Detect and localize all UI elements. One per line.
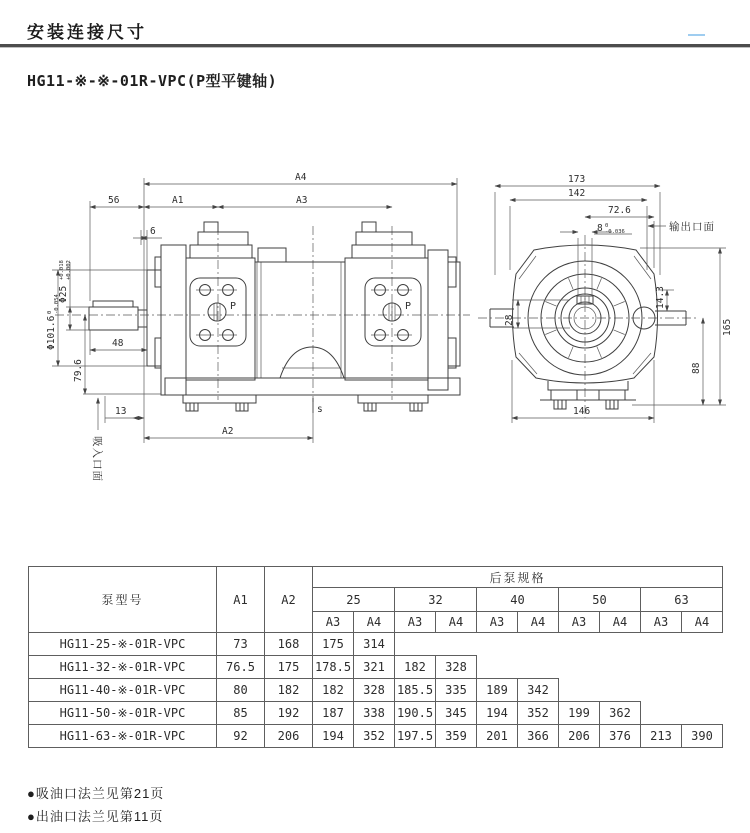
note-suction-flange: ●吸油口法兰见第21页 — [27, 786, 165, 801]
dim-key-width — [597, 223, 625, 235]
end-view — [478, 174, 733, 423]
model-cell: HG11-32-※-01R-VPC — [29, 656, 217, 679]
rear-port-icon — [383, 303, 401, 321]
svg-text:吸入口面: 吸入口面 — [91, 436, 103, 482]
rear-pump-body — [345, 222, 428, 380]
shaft — [89, 301, 147, 330]
model-cell: HG11-63-※-01R-VPC — [29, 725, 217, 748]
dim-173: 173 — [568, 174, 586, 185]
side-view — [46, 172, 470, 482]
outlet-face-label: 输出口面 — [669, 221, 715, 233]
svg-text:Φ25: Φ25 — [58, 285, 69, 303]
dim-a2: A2 — [222, 426, 234, 437]
dim-a4: A4 — [295, 172, 307, 183]
sub-header-row: A3 A4 A3 A4 A3 A4 A3 A4 A3 A4 — [29, 612, 723, 633]
svg-text:88: 88 — [691, 362, 702, 374]
col-header-model: 泵型号 — [29, 567, 217, 633]
svg-text:8: 8 — [597, 223, 603, 234]
footnotes — [27, 782, 164, 828]
dim-165 — [722, 319, 733, 336]
table-row: HG11-50-※-01R-VPC 85 192 187 338 190.5 345 194 352 199 362 — [29, 702, 723, 725]
model-subtitle: HG11-※-※-01R-VPC(P型平键轴) — [27, 72, 278, 90]
model-cell: HG11-50-※-01R-VPC — [29, 702, 217, 725]
size-40: 40 — [477, 588, 559, 612]
rear-port-label: P — [405, 301, 412, 312]
end-view-feet — [540, 381, 636, 409]
dim-72-6: 72.6 — [608, 205, 631, 216]
dim-56: 56 — [108, 195, 120, 206]
svg-text:-0.054: -0.054 — [54, 294, 60, 314]
col-header-a2: A2 — [265, 567, 313, 633]
svg-text:28: 28 — [504, 314, 515, 326]
dim-88 — [691, 362, 702, 374]
table-row: HG11-25-※-01R-VPC 73 168 175 314 — [29, 633, 723, 656]
size-25: 25 — [313, 588, 395, 612]
dim-14-3 — [655, 286, 666, 309]
dim-146: 146 — [573, 406, 591, 417]
table-row: HG11-32-※-01R-VPC 76.5 175 178.5 321 182 328 — [29, 656, 723, 679]
middle-connector — [255, 248, 345, 378]
scan-blue-mark — [688, 34, 705, 36]
side-view-dimensions — [46, 172, 457, 482]
end-view-dimensions — [495, 174, 733, 423]
dim-a3: A3 — [296, 195, 308, 206]
note-outlet-flange: ●出油口法兰见第11页 — [27, 809, 164, 824]
svg-text:14.3: 14.3 — [655, 286, 666, 309]
spec-table — [28, 566, 723, 748]
svg-text:165: 165 — [722, 318, 733, 336]
dim-28 — [504, 314, 515, 326]
col-header-a1: A1 — [217, 567, 265, 633]
svg-text:+0.002: +0.002 — [66, 260, 72, 280]
svg-text:0: 0 — [47, 310, 53, 314]
page-title: 安装连接尺寸 — [27, 23, 147, 42]
front-port-icon — [208, 303, 226, 321]
dim-6: 6 — [150, 226, 156, 237]
svg-text:+0.018: +0.018 — [59, 260, 65, 280]
size-50: 50 — [559, 588, 641, 612]
suction-face-label — [91, 436, 104, 482]
table-row: HG11-40-※-01R-VPC 80 182 182 328 185.5 335 189 342 — [29, 679, 723, 702]
dim-142: 142 — [568, 188, 586, 199]
title-rule — [0, 44, 750, 48]
svg-text:Φ101.6: Φ101.6 — [46, 315, 57, 350]
model-cell: HG11-25-※-01R-VPC — [29, 633, 217, 656]
section-s-label: s — [317, 404, 323, 415]
size-63: 63 — [641, 588, 723, 612]
front-pump-body — [186, 222, 255, 380]
svg-text:-0.036: -0.036 — [605, 229, 625, 235]
table-row: HG11-63-※-01R-VPC 92 206 194 352 197.5 359 201 366 206 376 213 390 — [29, 725, 723, 748]
dim-48: 48 — [112, 338, 124, 349]
model-cell: HG11-40-※-01R-VPC — [29, 679, 217, 702]
dim-79-6 — [73, 359, 84, 382]
dim-a1: A1 — [172, 195, 184, 206]
size-32: 32 — [395, 588, 477, 612]
dimension-drawing — [0, 150, 750, 490]
svg-text:79.6: 79.6 — [73, 359, 84, 382]
svg-text:0: 0 — [605, 223, 609, 229]
dim-13: 13 — [115, 406, 127, 417]
front-port-label: P — [230, 301, 237, 312]
group-header-rear-pump: 后泵规格 — [313, 567, 723, 588]
